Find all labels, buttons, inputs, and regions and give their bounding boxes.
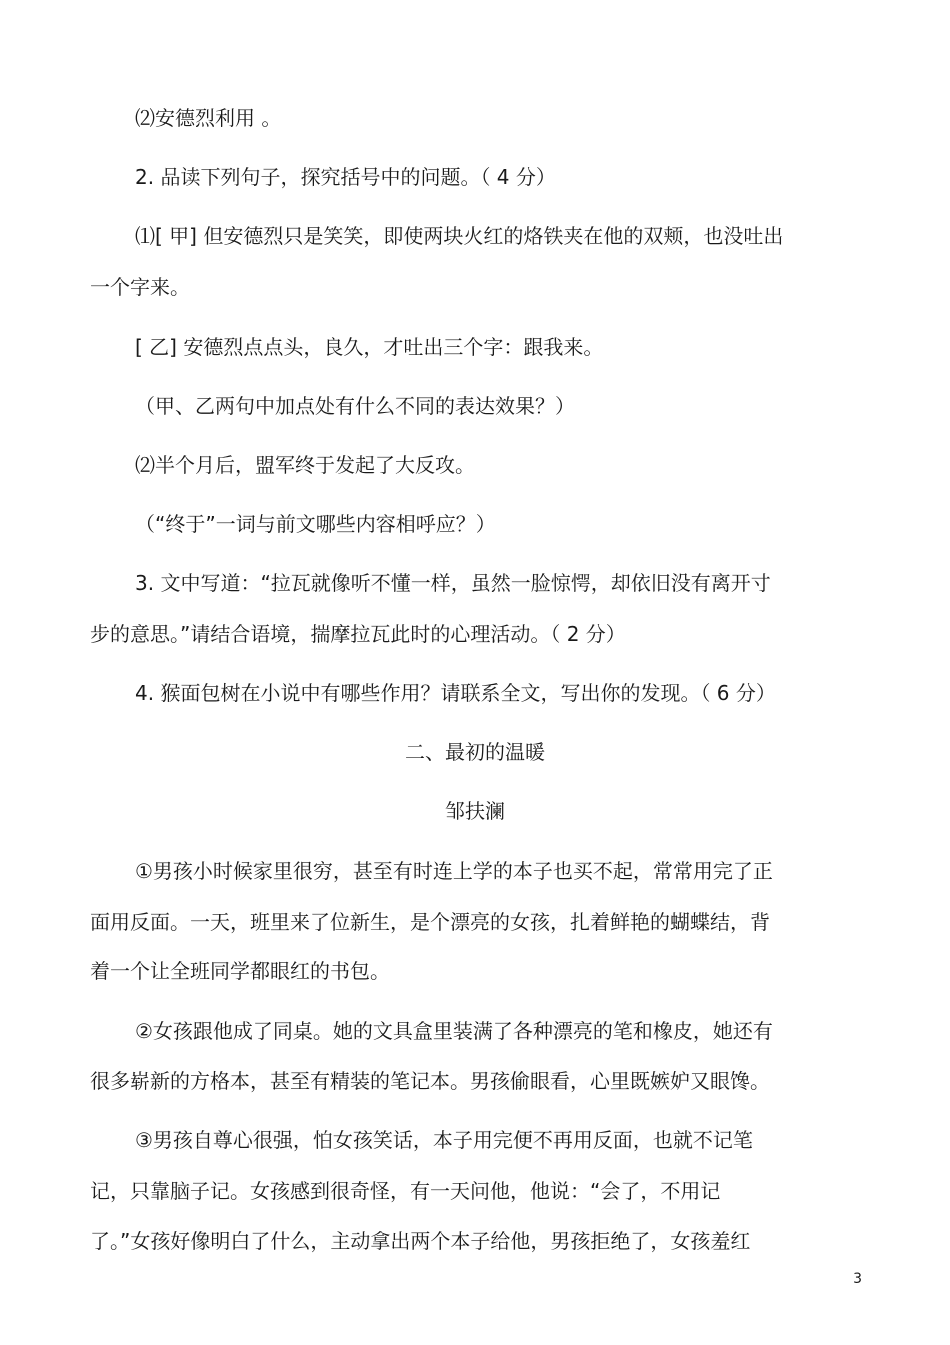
author: 邹扶澜 <box>445 799 505 823</box>
question-1-part-2: ⑵安德烈利用 。 <box>135 106 282 130</box>
section-title: 二、最初的温暖 <box>405 740 545 764</box>
question-2-prompt: 2. 品读下列句子，探究括号中的问题。（ 4 分） <box>135 165 556 189</box>
page-number: 3 <box>853 1271 862 1287</box>
question-2-part-2-note: （“终于”一词与前文哪些内容相呼应？） <box>135 512 496 536</box>
sentence-yi: [ 乙] 安德烈点点头，良久，才吐出三个字：跟我来。 <box>135 335 604 359</box>
paragraph-3-line-1: ③男孩自尊心很强，怕女孩笑话，本子用完便不再用反面，也就不记笔 <box>135 1128 753 1152</box>
question-3-line-2: 步的意思。”请结合语境，揣摩拉瓦此时的心理活动。（ 2 分） <box>90 622 626 646</box>
paragraph-1-line-3: 着一个让全班同学都眼红的书包。 <box>90 959 390 983</box>
question-3-line-1: 3. 文中写道：“拉瓦就像听不懂一样，虽然一脸惊愕，却依旧没有离开寸 <box>135 571 771 595</box>
question-2-part-2: ⑵半个月后，盟军终于发起了大反攻。 <box>135 453 475 477</box>
question-4: 4. 猴面包树在小说中有哪些作用？请联系全文，写出你的发现。（ 6 分） <box>135 681 776 705</box>
paragraph-2-line-1: ②女孩跟他成了同桌。她的文具盒里装满了各种漂亮的笔和橡皮，她还有 <box>135 1019 773 1043</box>
sentence-jia-line-1: ⑴[ 甲] 但安德烈只是笑笑，即使两块火红的烙铁夹在他的双颊，也没吐出 <box>135 224 784 248</box>
paragraph-1-line-2: 面用反面。一天，班里来了位新生，是个漂亮的女孩，扎着鲜艳的蝴蝶结，背 <box>90 910 770 934</box>
paragraph-2-line-2: 很多崭新的方格本，甚至有精装的笔记本。男孩偷眼看，心里既嫉妒又眼馋。 <box>90 1069 770 1093</box>
question-2-part-1-note: （甲、乙两句中加点处有什么不同的表达效果？） <box>135 394 575 418</box>
paragraph-1-line-1: ①男孩小时候家里很穷，甚至有时连上学的本子也买不起，常常用完了正 <box>135 859 773 883</box>
sentence-jia-line-2: 一个字来。 <box>90 275 190 299</box>
paragraph-3-line-2: 记，只靠脑子记。女孩感到很奇怪，有一天问他，他说：“会了，不用记 <box>90 1179 721 1203</box>
paragraph-3-line-3: 了。”女孩好像明白了什么，主动拿出两个本子给他，男孩拒绝了，女孩羞红 <box>90 1229 751 1253</box>
